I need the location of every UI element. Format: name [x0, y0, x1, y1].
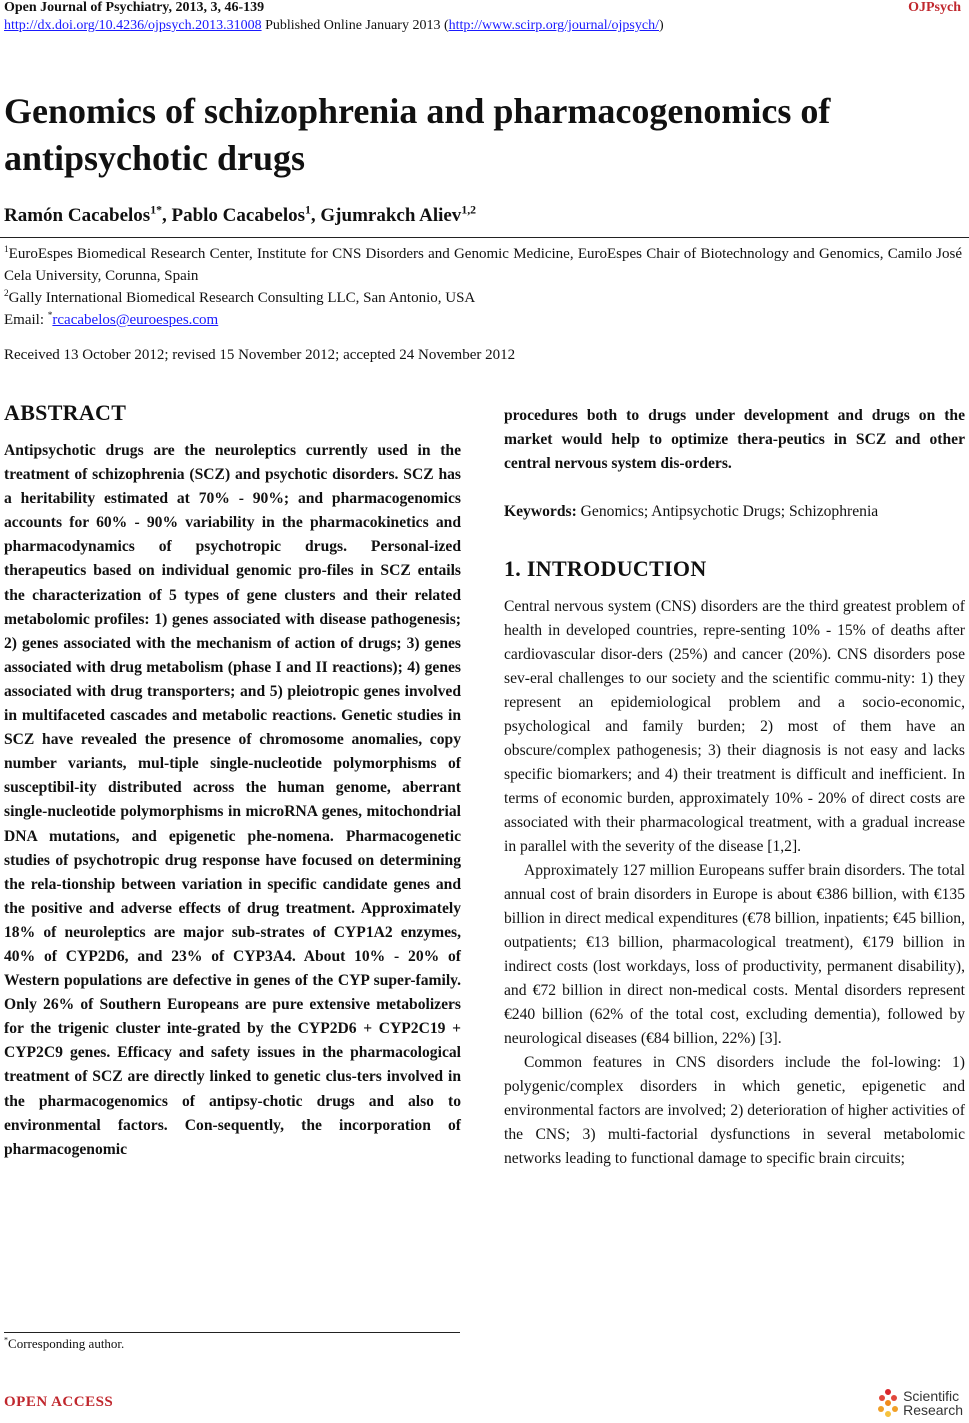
- doi-link[interactable]: http://dx.doi.org/10.4236/ojpsych.2013.31008: [4, 18, 262, 33]
- paragraph: Approximately 127 million Europeans suffer brain disorders. The total annual cost of brain disorders in Europe is about €386 billion, with €135 billion in direct medical expenditures (€78 billion, inpatients; €45 billion, outpatients; €13 billion, pharmacological treatment), €179 billion in indirect costs (lost workdays, loss of productivity, permanent disability), and €72 billion in direct non-medical costs. Mental disorders represent €240 billion (62% of the total cost, excluding dementia), followed by neurological diseases (€84 billion, 22%) [3].: [504, 862, 965, 1048]
- keywords-text: Genomics; Antipsychotic Drugs; Schizophrenia: [576, 503, 879, 521]
- introduction-heading: 1. INTRODUCTION: [504, 556, 707, 582]
- author-list: Ramón Cacabelos$^{1*}$, Pablo Cacabelos$^1$, Gjumrakch Aliev$^{1,2}$: [4, 203, 477, 226]
- paragraph: Central nervous system (CNS) disorders are the third greatest problem of health in developed countries, repre-senting 10% - 15% of deaths after cardiovascular disor-ders (25%) and cancer (20%). CNS disorders pose sev-eral challenges to our society and the scientific commu-nity: 1) they represent an epidemiological problem and a socio-economic, psychological and family burden; 2) most of them have an obscure/complex pathogenesis; 3) their diagnosis is not easy and lacks specific biomarkers; and 4) their treatment is difficult and inefficient. In terms of economic burden, approximately 10% - 20% of direct costs are associated with their pharmacological treatment, with a gradual increase in parallel with the severity of the disease [1,2].: [504, 598, 965, 856]
- abstract-text: Antipsychotic drugs are the neuroleptics currently used in the treatment of schizophrenia (SCZ) and psychotic disorders. SCZ has a heritability estimated at 70% - 90%; and pharmacogenomics accounts for 60% - 90% variability in the pharmacokinetics and pharmacodynamics of psychotropic drugs. Personal-ized therapeutics based on individual genomic pro-files in SCZ entails the characterization of 5 types of gene clusters and their related metabolomic profiles: 1) genes associated with disease pathogenesis; 2) genes associated with the mechanism of action of drugs; 3) genes associated with drug metabolism (phase I and II reactions); 4) genes associated with drug transporters; and 5) pleiotropic genes involved in multifaceted cascades and metabolic reactions. Genetic studies in SCZ have revealed the presence of chromosome anomalies, copy number variants, mul-tiple single-nucleotide polymorphisms of susceptibil-ity distributed across the human genome, aberrant single-nucleotide polymorphisms in microRNA genes, mitochondrial DNA mutations, and epigenetic phe-nomena. Pharmacogenetic studies of psychotropic drug response have focused on determining the rela-tionship between variation in specific candidate genes and the positive and adverse effects of drug treatment. Approximately 18% of neuroleptics are major sub-strates of CYP1A2 enzymes, 40% of CYP2D6, and 23% of CYP3A4. About 10% - 20% of Western populations are defective in genes of the CYP super-family. Only 26% of Southern Europeans are pure extensive metabolizers for the trigenic cluster inte-grated by the CYP2D6 + CYP2C19 + CYP2C9 genes. Efficacy and safety issues in the pharmacological treatment of SCZ are directly linked to genetic clus-ters involved in the pharmacogenomics of antipsy-chotic drugs and also to environmental factors. Con-sequently, the incorporation of pharmacogenomic: [4, 442, 461, 1158]
- author-name: Gjumrakch Aliev: [320, 205, 462, 226]
- email-link[interactable]: rcacabelos@euroespes.com: [52, 312, 219, 328]
- footnote-mark: *: [4, 1335, 9, 1345]
- right-column: [504, 404, 965, 1171]
- open-access-label: OPEN ACCESS: [4, 1394, 114, 1410]
- article-title: Genomics of schizophrenia and pharmacogenomics of antipsychotic drugs: [4, 91, 831, 178]
- author-affiliation-mark: 1: [305, 203, 311, 217]
- close-paren: ): [658, 18, 664, 33]
- left-column: [4, 400, 461, 1177]
- author-affiliation-mark: 1,2: [461, 203, 477, 217]
- author-name: Pablo Cacabelos: [171, 205, 305, 226]
- publication-line: [4, 18, 664, 34]
- affiliation-mark: 1: [4, 245, 9, 255]
- publisher-logo: [876, 1388, 963, 1418]
- affiliation-2: [4, 287, 962, 309]
- keywords-label: Keywords:: [504, 503, 577, 521]
- affiliation-text: EuroEspes Biomedical Research Center, Institute for CNS Disorders and Genomic Medicine, EuroEspes Chair of Biotechnology and Genomics, Camilo José Cela University, Corunna, Spain: [4, 246, 962, 284]
- journal-short-name: OJPsych: [908, 0, 961, 15]
- header-divider: [0, 237, 969, 238]
- abstract-text-continued: procedures both to drugs under development and drugs on the market would help to optimize thera-peutics in SCZ and other central nervous system dis-orders.: [504, 407, 965, 473]
- email-mark: *: [47, 311, 53, 321]
- logo-line: Research: [903, 1402, 963, 1418]
- received-dates: Received 13 October 2012; revised 15 November 2012; accepted 24 November 2012: [4, 347, 516, 363]
- abstract-heading: ABSTRACT: [4, 400, 127, 425]
- footnote: [4, 1336, 124, 1352]
- email-label: Email:: [4, 312, 48, 328]
- journal-citation: Open Journal of Psychiatry, 2013, 3, 46-139: [4, 0, 265, 15]
- logo-wordmark: [903, 1389, 963, 1417]
- affiliation-1: [4, 243, 962, 287]
- affiliation-mark: 2: [4, 289, 9, 299]
- affiliation-text: Gally International Biomedical Research Consulting LLC, San Antonio, USA: [8, 290, 476, 306]
- journal-link[interactable]: http://www.scirp.org/journal/ojpsych/: [448, 18, 659, 33]
- author-affiliation-mark: 1*: [150, 203, 162, 217]
- scientific-research-logo-icon: [876, 1388, 900, 1418]
- footnote-divider: [4, 1332, 460, 1333]
- logo-line: Scientific: [903, 1388, 960, 1404]
- author-name: Ramón Cacabelos: [4, 205, 151, 226]
- keywords: [504, 500, 965, 524]
- paragraph: Common features in CNS disorders include the fol-lowing: 1) polygenic/complex disorders in which genetic, epigenetic and environmental factors are involved; 2) deterioration of higher activities of the CNS; 3) multi-factorial dysfunctions in several metabolomic networks leading to functional damage to specific brain circuits;: [504, 1054, 965, 1168]
- published-text: Published Online January 2013 (: [261, 18, 449, 33]
- footnote-text: Corresponding author.: [8, 1336, 125, 1351]
- affiliations: [4, 243, 962, 331]
- email-line: [4, 309, 962, 331]
